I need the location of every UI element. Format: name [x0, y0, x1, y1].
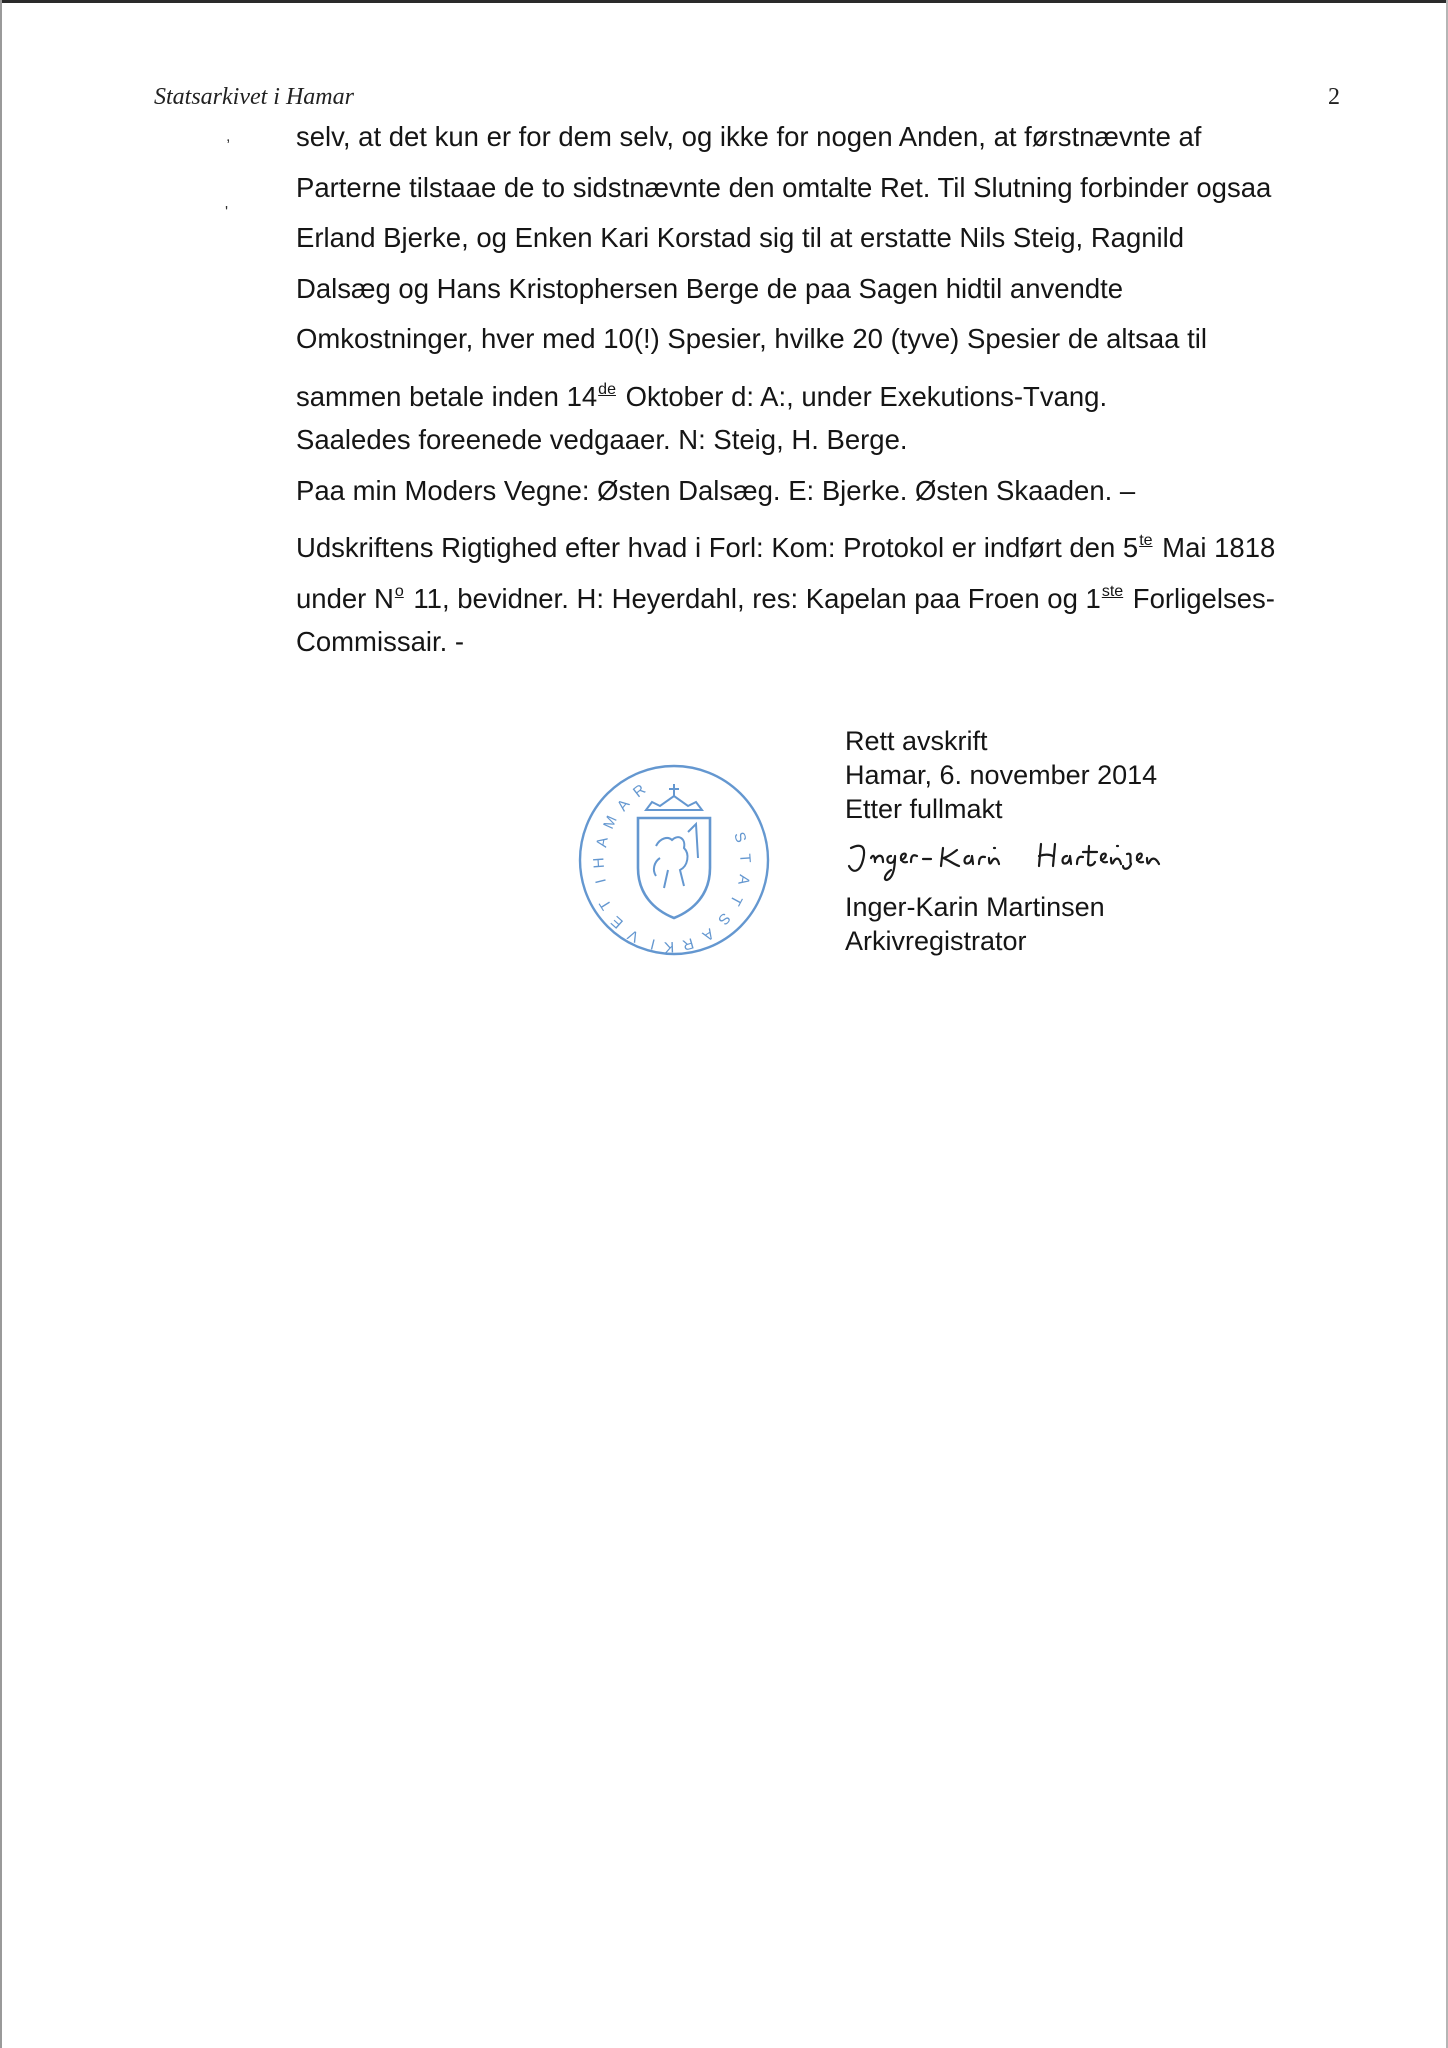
body-line [296, 516, 1376, 567]
svg-text:I: I [648, 935, 657, 953]
page-number: 2 [1328, 84, 1340, 110]
svg-text:R: R [680, 934, 696, 954]
svg-text:S: S [714, 909, 734, 929]
body-line: Parterne tilstaae de to sidstnævnte den omtalte Ret. Til Slutning forbinder ogsaa [296, 171, 1272, 203]
svg-text:V: V [625, 925, 642, 946]
page-border-left [0, 0, 2, 2048]
svg-text:T: T [596, 896, 616, 913]
body-text-run: 11, bevidner. H: Heyerdahl, res: Kapelan paa Froen og 1 [405, 582, 1101, 614]
svg-text:T: T [726, 892, 746, 909]
body-line: selv, at det kun er for dem selv, og ikke for nogen Anden, at førstnævnte af [296, 121, 1202, 152]
certification-place-date: Hamar, 6. november 2014 [845, 760, 1158, 790]
svg-text:A: A [734, 873, 753, 887]
body-text-run: under N [296, 582, 394, 614]
svg-text:A: A [699, 924, 717, 945]
body-line [296, 365, 1376, 416]
margin-mark: , [226, 128, 231, 145]
svg-text:E: E [607, 912, 627, 932]
body-line: Saaledes foreenede vedgaaer. N: Steig, H. Berge. [296, 424, 908, 455]
svg-text:H: H [590, 856, 608, 869]
archive-stamp [576, 762, 772, 958]
svg-text:A: A [613, 796, 634, 815]
body-line: Omkostninger, hver med 10(!) Spesier, hvilke 20 (tyve) Spesier de altsaa til [296, 323, 1207, 354]
body-text-run: Udskriftens Rigtighed efter hvad i Forl: Kom: Protokol er indført den 5 [296, 532, 1139, 563]
body-line: Paa min Moders Vegne: Østen Dalsæg. E: Bjerke. Østen Skaaden. – [296, 474, 1136, 506]
page-border-top [0, 0, 1448, 3]
signatory-title: Arkivregistrator [845, 926, 1027, 956]
handwritten-signature [845, 826, 1265, 890]
svg-text:K: K [663, 938, 675, 956]
body-text-run: Oktober d: A:, under Exekutions-Tvang. [617, 380, 1108, 412]
ordinal-superscript: de [598, 380, 616, 398]
body-line [296, 567, 1376, 618]
archive-header: Statsarkivet i Hamar [154, 84, 354, 110]
body-text-run: Mai 1818 [1154, 532, 1276, 563]
svg-text:S: S [730, 829, 750, 845]
svg-text:T: T [736, 853, 754, 864]
ordinal-superscript: te [1139, 532, 1153, 549]
svg-text:R: R [629, 781, 650, 802]
svg-text:I: I [592, 876, 610, 886]
svg-text:A: A [593, 835, 612, 849]
signatory-name: Inger-Karin Martinsen [845, 892, 1105, 922]
body-line: Dalsæg og Hans Kristophersen Berge de paa Sagen hidtil anvendte [296, 272, 1124, 304]
body-line: Erland Bjerke, og Enken Kari Korstad sig til at erstatte Nils Steig, Ragnild [296, 222, 1185, 253]
body-line: Commissair. - [296, 626, 465, 657]
ordinal-superscript: ste [1101, 582, 1124, 600]
body-text-run: Forligelses- [1125, 582, 1275, 614]
svg-text:M: M [600, 813, 621, 832]
number-superscript: o [394, 582, 404, 600]
document-body [296, 112, 1376, 668]
certification-authority: Etter fullmakt [845, 794, 1003, 824]
margin-mark: ' [225, 204, 229, 221]
certification-title: Rett avskrift [845, 726, 988, 756]
certification-block [845, 724, 1265, 958]
body-text-run: sammen betale inden 14 [296, 380, 598, 412]
